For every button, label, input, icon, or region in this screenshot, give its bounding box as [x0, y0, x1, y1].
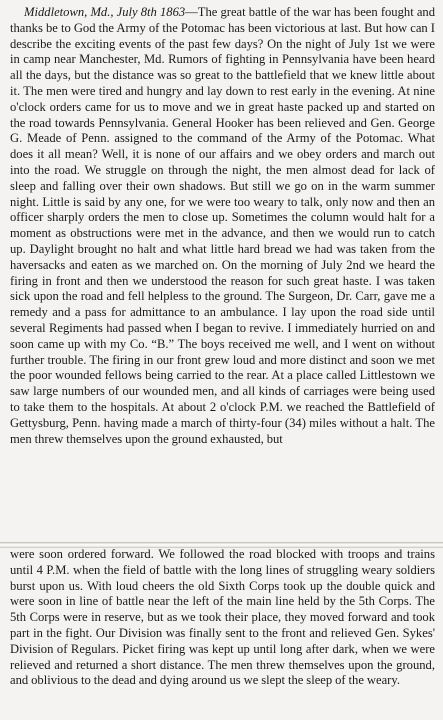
body-text-part-1: —The great battle of the war has been fought and thanks be to God the Army of the Potomac has been victorious at last. But how can I describe the exciting events of the past few days? On the night of July 1st we were in camp near Manchester, Md. Rumors of fighting in Pennsylvania have been heard all the days, but the distance was so great to the battlefield that we knew little about it. The men were tired and hungry and lay down to rest early in the evening. At nine o'clock orders came for us to move and we in great haste packed up and started on the road towards Pennsylvania. General Hooker has been relieved and Gen. George G. Meade of Penn. assigned to the command of the Army of the Potomac. What does it all mean? Well, it is none of our affairs and we obey orders and march out into the road. We struggle on through the night, the men almost dead for lack of sleep and falling over their own shadows. But still we go on in the warm summer night. Little is said by any one, for we were too weary to talk, only now and then an officer sharply orders the men to close up. Sometimes the column would halt for a moment as obstructions were met in the advance, and then we would run to catch up. Daylight brought no halt and what little hard bread we had was taken from the haversacks and eaten as we marched on. On the morning of July 2nd we heard the firing in front and then we understood the reason for such great haste. I was taken sick upon the road and fell helpless to the ground. The Surgeon, Dr. Carr, gave me a remedy and a pass for admittance to an ambulance. I lay upon the road side until several Regiments had passed when I began to revive. I immediately hurried on and soon came up with my Co. “B.” The boys received me well, and I went on without further trouble. The firing in our front grew loud and more distinct and soon we met the poor wounded fellows being carried to the rear. At a place called Littlestown we saw large numbers of our wounded men, and all kinds of carriages were being used to take them to the hospitals. At about 2 o'clock P.M. we reached the Battlefield of Gettysburg, Penn. having made a march of thirty-four (34) miles without a halt. The men threw themselves upon the ground exhausted, but: [10, 5, 436, 446]
body-text-part-2: were soon ordered forward. We followed the road blocked with troops and trains until 4 P.M. when the field of battle with the long lines of struggling weary soldiers burst upon us. With loud cheers the old Sixth Corps took up the double quick and were soon in line of battle near the left of the main line held by the 5th Corps. The 5th Corps were in reserve, but as we took their place, they moved forward and took part in the fight. Our Division was finally sent to the front and relieved Gen. Sykes' Division of Regulars. Picket firing was kept up until long after dark, when we were relieved and returned a short distance. The men threw themselves upon the ground, and oblivious to the dead and dying around us we slept the sleep of the weary.: [10, 547, 435, 688]
paragraph-part-2-container: [10, 547, 435, 689]
paragraph-part-1: [10, 5, 435, 447]
dateline: Middletown, Md., July 8th 1863: [24, 5, 186, 19]
